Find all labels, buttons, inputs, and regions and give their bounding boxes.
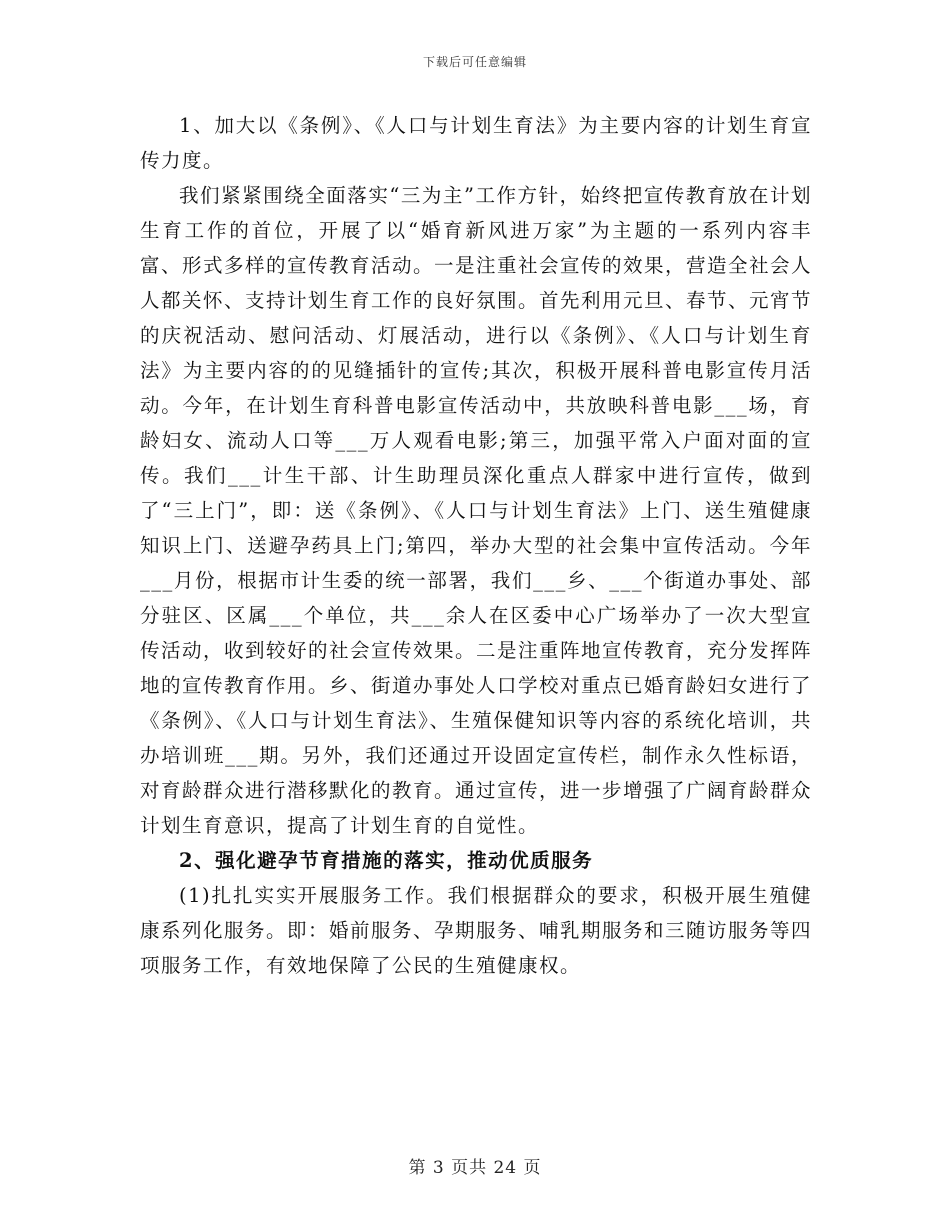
document-body [140,108,812,983]
page-footer: 第 3 页共 24 页 [408,1158,542,1178]
header-note: 下载后可任意编辑 [422,55,527,69]
section-2-heading: 2、强化避孕节育措施的落实，推动优质服务 [179,849,594,872]
section-2-item-1: (1)扎扎实实开展服务工作。我们根据群众的要求，积极开展生殖健康系列化服务。即：婚前服务、孕期服务、哺乳期服务和三随访服务等四项服务工作，有效地保障了公民的生殖健康权。 [140,884,813,977]
section-1-body: 我们紧紧围绕全面落实“三为主”工作方针，始终把宣传教育放在计划生育工作的首位，开展了以“婚育新风进万家”为主题的一系列内容丰富、形式多样的宣传教育活动。一是注重社会宣传的效果，营造全社会人人都关怀、支持计划生育工作的良好氛围。首先利用元旦、春节、元宵节的庆祝活动、慰问活动、灯展活动，进行以《条例》、《人口与计划生育法》为主要内容的的见缝插针的宣传;其次，积极开展科普电影宣传月活动。今年，在计划生育科普电影宣传活动中，共放映科普电影___场，育龄妇女、流动人口等___万人观看电影;第三，加强平常入户面对面的宣传。我们___计生干部、计生助理员深化重点人群家中进行宣传，做到了“三上门”，即：送《条例》、《人口与计划生育法》上门、送生殖健康知识上门、送避孕药具上门;第四，举办大型的社会集中宣传活动。今年___月份，根据市计生委的统一部署，我们___乡、___个街道办事处、部分驻区、区属___个单位，共___余人在区委中心广场举办了一次大型宣传活动，收到较好的社会宣传效果。二是注重阵地宣传教育，充分发挥阵地的宣传教育作用。乡、街道办事处人口学校对重点已婚育龄妇女进行了《条例》、《人口与计划生育法》、生殖保健知识等内容的系统化培训，共办培训班___期。另外，我们还通过开设固定宣传栏，制作永久性标语，对育龄群众进行潜移默化的教育。通过宣传，进一步增强了广阔育龄群众计划生育意识，提高了计划生育的自觉性。 [140,184,813,837]
section-1-heading: 1、加大以《条例》、《人口与计划生育法》为主要内容的计划生育宣传力度。 [140,114,812,172]
